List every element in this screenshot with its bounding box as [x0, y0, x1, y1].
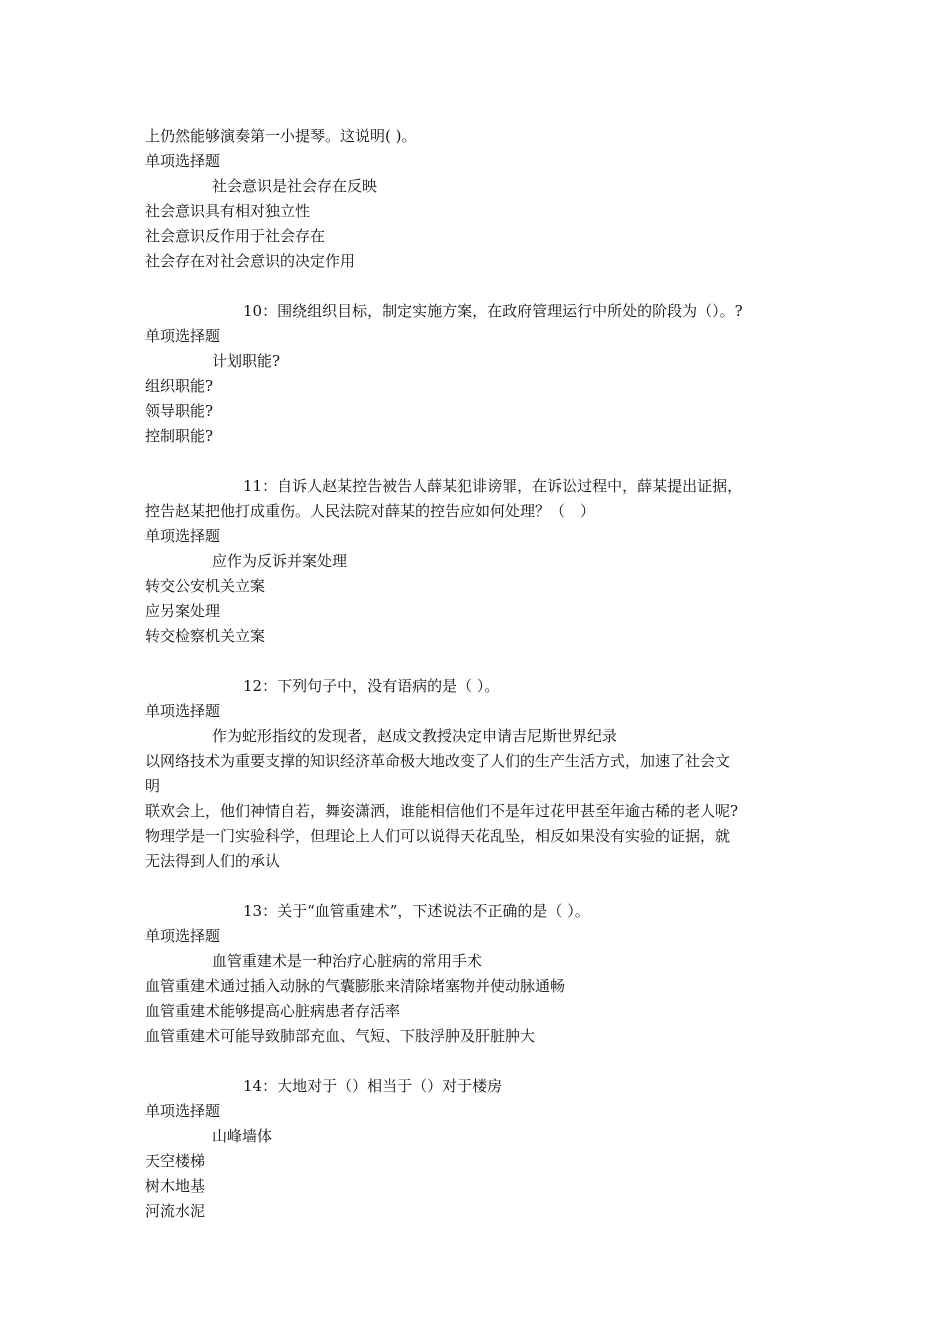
question-10-option-a: 计划职能?	[212, 352, 281, 370]
question-11-stem-line1: 11：自诉人赵某控告被告人薛某犯诽谤罪，在诉讼过程中，薛某提出证据，	[243, 477, 743, 495]
question-10-type: 单项选择题	[145, 327, 221, 345]
spacer	[145, 274, 815, 299]
question-14-option-d: 河流水泥	[145, 1202, 206, 1220]
question-14-type: 单项选择题	[145, 1102, 221, 1120]
question-13-option-a: 血管重建术是一种治疗心脏病的常用手术	[212, 952, 483, 970]
question-14-option-c: 树木地基	[145, 1177, 206, 1195]
option-c: 社会意识反作用于社会存在	[145, 227, 326, 245]
question-12-option-d-line2: 无法得到人们的承认	[145, 852, 281, 870]
question-10-option-d: 控制职能?	[145, 427, 214, 445]
question-13-stem: 13：关于“血管重建术”，下述说法不正确的是（ ）。	[243, 902, 590, 920]
question-12-option-b-line2: 明	[145, 777, 161, 795]
question-13-type: 单项选择题	[145, 927, 221, 945]
question-12-option-c: 联欢会上，他们神情自若，舞姿潇洒，谁能相信他们不是年过花甲甚至年逾古稀的老人呢?	[145, 802, 739, 820]
question-13-option-b: 血管重建术通过插入动脉的气囊膨胀来清除堵塞物并使动脉通畅	[145, 977, 566, 995]
question-11-option-c: 应另案处理	[145, 602, 221, 620]
question-10-option-c: 领导职能?	[145, 402, 214, 420]
spacer	[145, 1049, 815, 1074]
question-13-option-d: 血管重建术可能导致肺部充血、气短、下肢浮肿及肝脏肿大	[145, 1027, 536, 1045]
question-14-option-a: 山峰墙体	[212, 1127, 273, 1145]
spacer	[145, 874, 815, 899]
question-14-stem: 14：大地对于（）相当于（）对于楼房	[243, 1077, 503, 1095]
option-d: 社会存在对社会意识的决定作用	[145, 252, 356, 270]
question-11-option-a: 应作为反诉并案处理	[212, 552, 348, 570]
spacer	[145, 449, 815, 474]
question-11-stem-line2: 控告赵某把他打成重伤。人民法院对薛某的控告应如何处理？（ ）	[145, 502, 596, 520]
option-b: 社会意识具有相对独立性	[145, 202, 311, 220]
question-stem-tail: 上仍然能够演奏第一小提琴。这说明( )。	[145, 127, 417, 145]
question-11-option-d: 转交检察机关立案	[145, 627, 266, 645]
question-12-stem: 12：下列句子中，没有语病的是（ ）。	[243, 677, 500, 695]
document-page	[145, 124, 815, 1224]
question-11-option-b: 转交公安机关立案	[145, 577, 266, 595]
question-13-option-c: 血管重建术能够提高心脏病患者存活率	[145, 1002, 401, 1020]
option-a: 社会意识是社会存在反映	[212, 177, 378, 195]
question-14-option-b: 天空楼梯	[145, 1152, 206, 1170]
question-10-stem: 10：围绕组织目标，制定实施方案，在政府管理运行中所处的阶段为（）。?	[243, 302, 743, 320]
spacer	[145, 649, 815, 674]
question-12-option-d-line1: 物理学是一门实验科学，但理论上人们可以说得天花乱坠，相反如果没有实验的证据，就	[145, 827, 731, 845]
question-11-type: 单项选择题	[145, 527, 221, 545]
question-12-option-b-line1: 以网络技术为重要支撑的知识经济革命极大地改变了人们的生产生活方式，加速了社会文	[145, 752, 731, 770]
question-12-type: 单项选择题	[145, 702, 221, 720]
question-12-option-a: 作为蛇形指纹的发现者，赵成文教授决定申请吉尼斯世界纪录	[212, 727, 618, 745]
question-10-option-b: 组织职能?	[145, 377, 214, 395]
question-type: 单项选择题	[145, 152, 221, 170]
